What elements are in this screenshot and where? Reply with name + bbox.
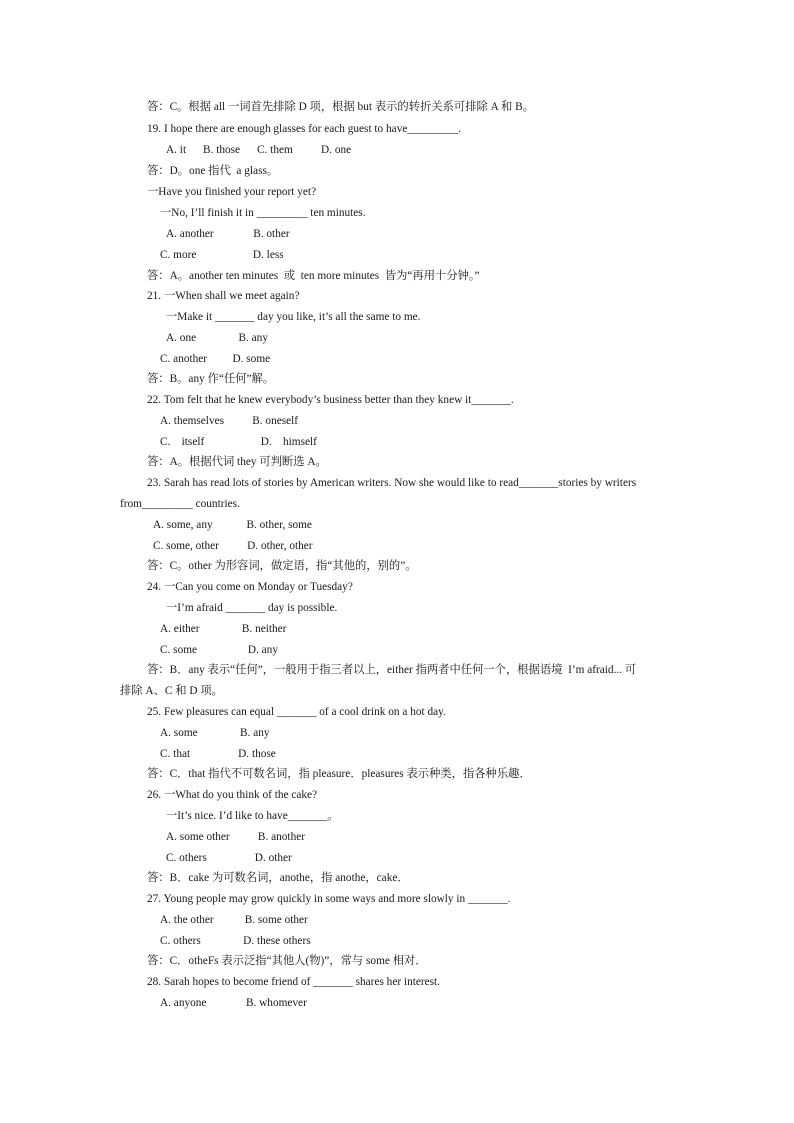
answer-18: 答：C。根据 all 一词首先排除 D 项，根据 but 表示的转折关系可排除 A 和 B。 [147, 101, 534, 113]
options-24-ab: A. either B. neither [160, 623, 287, 635]
answer-26: 答：B．cake 为可数名词，anothe，指 anothe，cake． [147, 872, 409, 884]
answer-22: 答：A。根据代词 they 可判断选 A。 [147, 456, 327, 468]
answer-25: 答：C．that 指代不可数名词，指 pleasure．pleasures 表示种类，指各种乐趣． [147, 768, 531, 780]
options-23-cd: C. some, other D. other, other [153, 540, 313, 552]
options-28-ab: A. anyone B. whomever [160, 997, 307, 1009]
question-24-line2: 一I’m afraid _______ day is possible. [166, 602, 338, 614]
question-25: 25. Few pleasures can equal _______ of a cool drink on a hot day. [147, 706, 446, 718]
options-19: A. it B. those C. them D. one [166, 144, 352, 156]
question-27: 27. Young people may grow quickly in some ways and more slowly in _______. [147, 893, 511, 905]
options-23-ab: A. some, any B. other, some [153, 519, 312, 531]
question-22: 22. Tom felt that he knew everybody’s business better than they knew it_______. [147, 394, 514, 406]
question-21-line1: 21. 一When shall we meet again? [147, 290, 300, 302]
options-26-cd: C. others D. other [166, 852, 292, 864]
answer-23: 答：C。other 为形容词，做定语，指“其他的，别的”。 [147, 560, 417, 572]
options-27-ab: A. the other B. some other [160, 914, 308, 926]
options-20-cd: C. more D. less [160, 249, 284, 261]
question-26-line2: 一It’s nice. I’d like to have_______。 [166, 810, 339, 822]
answer-20: 答：A。another ten minutes 或 ten more minutes 皆为“再用十分钟。” [147, 270, 480, 282]
options-24-cd: C. some D. any [160, 644, 278, 656]
options-21-cd: C. another D. some [160, 353, 271, 365]
question-23-line2: from_________ countries. [120, 498, 240, 510]
answer-27: 答：C．otheFs 表示泛指“其他人(物)”，常与 some 相对． [147, 955, 427, 967]
options-25-cd: C. that D. those [160, 748, 276, 760]
question-24-line1: 24. 一Can you come on Monday or Tuesday? [147, 581, 353, 593]
options-26-ab: A. some other B. another [166, 831, 305, 843]
question-20-line2: 一No, I’ll finish it in _________ ten minutes. [160, 207, 366, 219]
answer-24-line2: 排除 A、C 和 D 项。 [120, 685, 223, 697]
options-25-ab: A. some B. any [160, 727, 270, 739]
question-28: 28. Sarah hopes to become friend of _______ shares her interest. [147, 976, 441, 988]
question-19: 19. I hope there are enough glasses for each guest to have_________. [147, 123, 462, 135]
options-22-cd: C. itself D. himself [160, 436, 317, 448]
options-22-ab: A. themselves B. oneself [160, 415, 299, 427]
options-21-ab: A. one B. any [166, 332, 268, 344]
question-23-line1: 23. Sarah has read lots of stories by American writers. Now she would like to read_______stories by writers [147, 477, 637, 489]
question-26-line1: 26. 一What do you think of the cake? [147, 789, 318, 801]
question-20-line1: 一Have you finished your report yet? [147, 186, 317, 198]
answer-24-line1: 答：B．any 表示“任何”，一般用于指三者以上，either 指两者中任何一个，根据语境 I’m afraid... 可 [147, 664, 637, 676]
answer-21: 答：B。any 作“任何”解。 [147, 373, 275, 385]
options-27-cd: C. others D. these others [160, 935, 311, 947]
options-20-ab: A. another B. other [166, 228, 290, 240]
question-21-line2: 一Make it _______ day you like, it’s all the same to me. [166, 311, 421, 323]
answer-19: 答：D。one 指代 a glass。 [147, 165, 279, 177]
